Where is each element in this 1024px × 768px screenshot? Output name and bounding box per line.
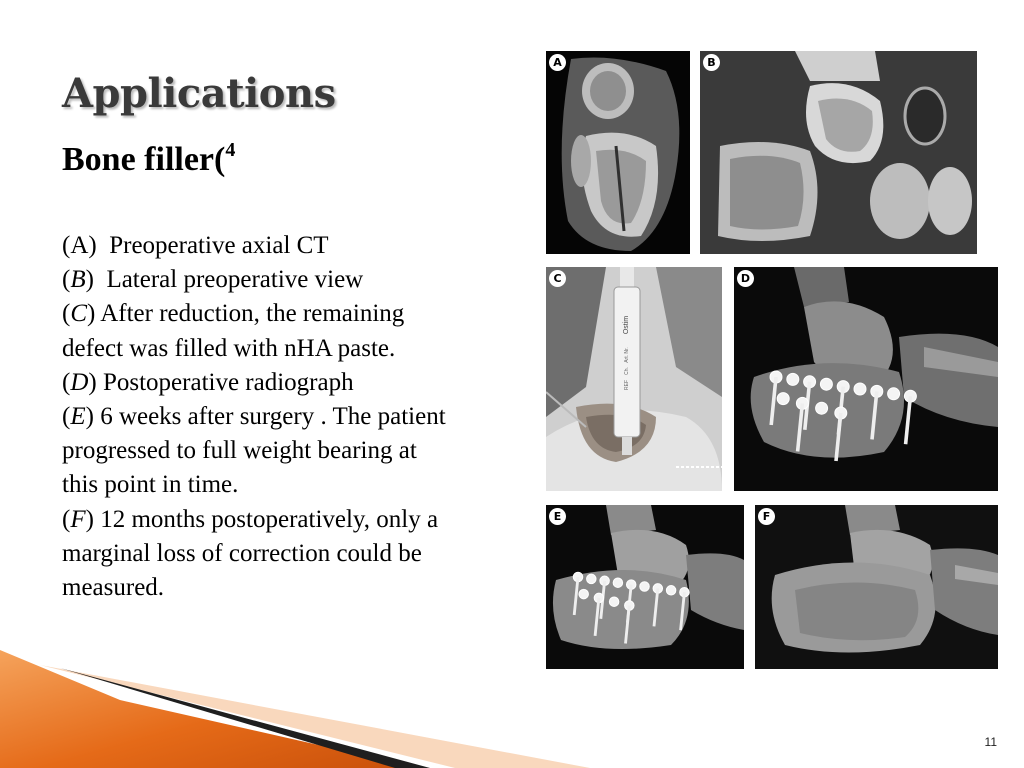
screw-head <box>640 582 650 592</box>
panel-d-badge: D <box>737 270 754 287</box>
screw-head <box>888 388 900 400</box>
screw-head <box>579 589 589 599</box>
caption-text: 6 weeks after surgery . The patient <box>100 403 446 431</box>
caption-line <box>62 537 544 571</box>
caption-line <box>62 229 544 263</box>
caption-paren-close: ) <box>87 300 101 328</box>
intraoperative-image <box>546 267 722 491</box>
caption-line <box>62 366 544 400</box>
caption-line <box>62 503 544 537</box>
orange-swoosh <box>0 650 420 768</box>
panel-c-badge: C <box>549 270 566 287</box>
six-week-radiograph-image <box>546 505 744 669</box>
caption-line <box>62 468 544 502</box>
syringe-label-line: REF <box>624 380 630 390</box>
caption-paren-close: ) <box>85 505 101 533</box>
screw-head <box>613 578 623 588</box>
panel-b-badge: B <box>703 54 720 71</box>
caption-text: Preoperative axial CT <box>109 232 329 259</box>
panel-f-twelve-month-radiograph <box>755 505 998 669</box>
caption-text: Lateral preoperative view <box>106 266 364 294</box>
caption-paren-open: ( <box>62 300 71 328</box>
caption-text: marginal loss of correction could be <box>62 539 422 567</box>
caption-paren-open: ( <box>62 403 71 431</box>
caption-paren-close: ) <box>88 368 103 396</box>
caption-panel-label: C <box>70 300 88 328</box>
lateral-ct-image <box>700 51 977 254</box>
screw-head <box>609 597 619 607</box>
caption-paren-close: ) <box>85 403 101 431</box>
caption-text: progressed to full weight bearing at <box>62 437 417 465</box>
syringe-label-line: Ch. <box>624 367 630 375</box>
caption-line <box>62 571 544 605</box>
caption-panel-label: F <box>70 505 86 533</box>
panel-a-axial-ct <box>546 51 690 254</box>
light-swoosh <box>40 665 590 768</box>
caption-line <box>62 297 544 331</box>
caption-text: defect was filled with nHA paste. <box>62 334 396 362</box>
panel-e-badge: E <box>549 508 566 525</box>
panel-e-six-week-radiograph <box>546 505 744 669</box>
screw-head <box>587 574 597 584</box>
screw-head <box>820 378 832 390</box>
caption-line <box>62 434 544 468</box>
caption-panel-label: A <box>70 232 89 259</box>
caption-paren-open: ( <box>62 505 71 533</box>
caption-text: After reduction, the remaining <box>100 300 405 328</box>
caption-paren-open: ( <box>62 266 71 294</box>
caption-line <box>62 263 544 297</box>
panel-d-postoperative-radiograph <box>734 267 998 491</box>
screw-head <box>777 393 789 405</box>
screw-head <box>666 586 676 596</box>
caption-panel-label: D <box>70 368 89 396</box>
panel-a-badge: A <box>549 54 566 71</box>
reference-number: 4 <box>225 139 236 161</box>
figure-captions <box>62 229 544 605</box>
panel-c-intraoperative-photo <box>546 267 722 491</box>
panel-f-badge: F <box>758 508 775 525</box>
caption-panel-label: B <box>70 266 86 294</box>
dark-swoosh <box>60 668 430 768</box>
screw-head <box>816 402 828 414</box>
screw-head <box>787 373 799 385</box>
page-number: 11 <box>984 735 997 749</box>
slide-title: Applications <box>62 70 336 117</box>
caption-text: this point in time. <box>62 471 239 499</box>
caption-paren-open: ( <box>62 232 71 259</box>
caption-panel-label: E <box>70 403 86 431</box>
panel-b-lateral-ct <box>700 51 977 254</box>
axial-ct-image <box>546 51 690 254</box>
slide-subtitle <box>62 139 235 179</box>
caption-text: measured. <box>62 574 165 602</box>
syringe-label-line: Ostim <box>623 315 630 335</box>
caption-paren-open: ( <box>62 368 71 396</box>
postoperative-radiograph-image <box>734 267 998 491</box>
screw-head <box>854 383 866 395</box>
caption-line <box>62 332 544 366</box>
twelve-month-radiograph-image <box>755 505 998 669</box>
caption-text: 12 months postoperatively, only a <box>100 505 439 533</box>
caption-text: Postoperative radiograph <box>102 368 354 396</box>
caption-line <box>62 400 544 434</box>
syringe-label-line: Art. Nr. <box>624 347 630 363</box>
caption-paren-close: ) <box>88 232 110 259</box>
caption-paren-close: ) <box>85 266 107 294</box>
subtitle-text: Bone filler( <box>62 141 226 178</box>
